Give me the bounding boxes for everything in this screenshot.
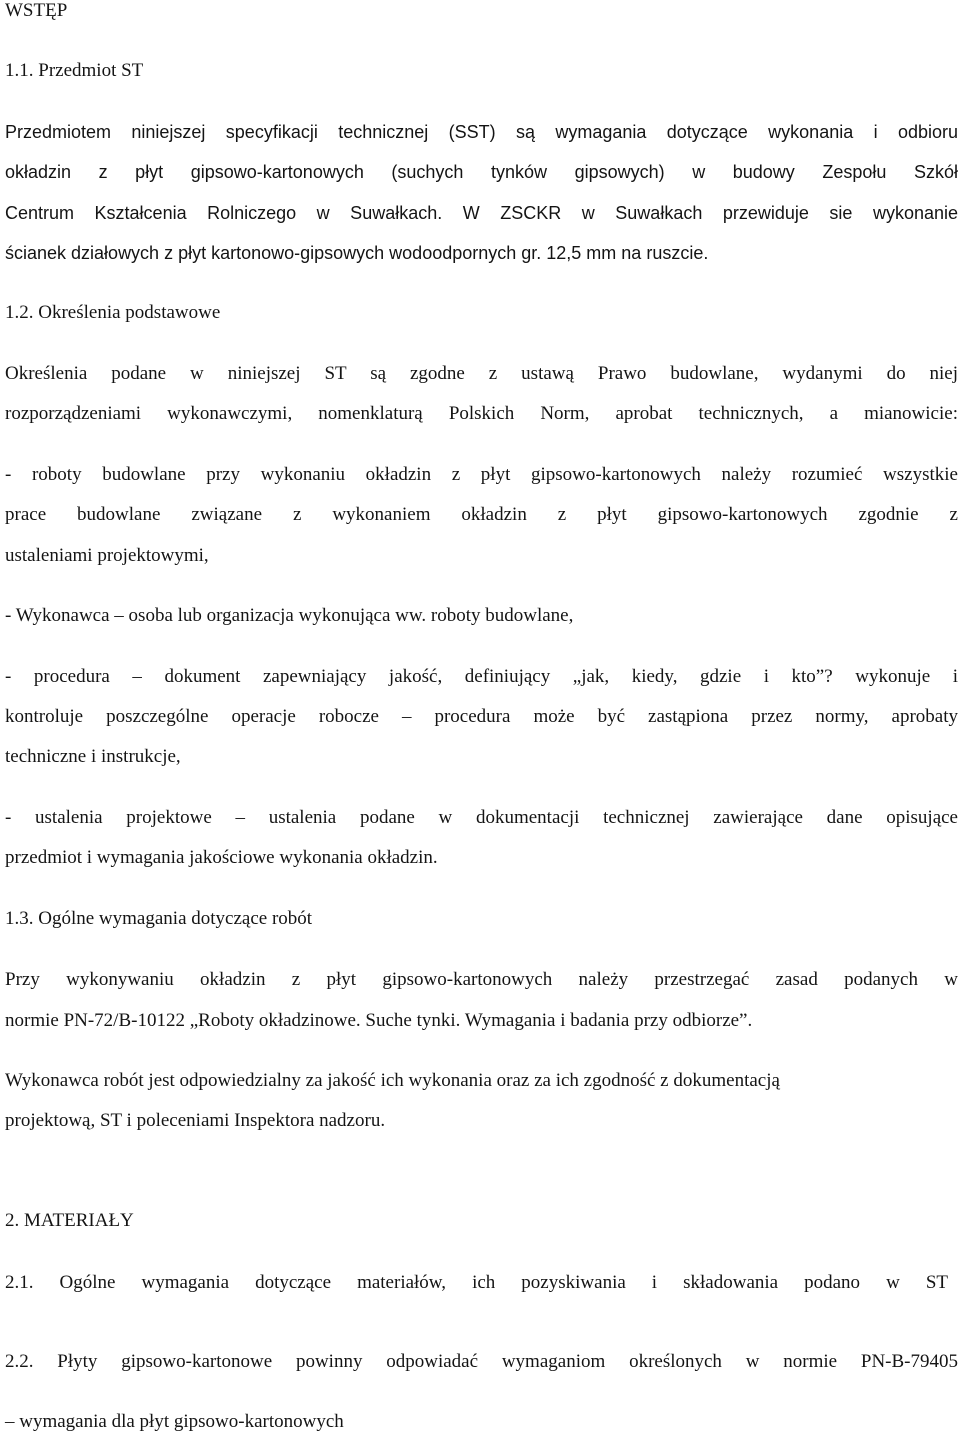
paragraph-line: ustaleniami projektowymi,: [5, 545, 209, 566]
paragraph-line: – wymagania dla płyt gipsowo-kartonowych: [5, 1411, 344, 1432]
paragraph-line: 2.2. Płyty gipsowo-kartonowe powinny odpowiadać wymaganiom określonych w normie PN-B-79405: [5, 1351, 958, 1372]
subsection-heading-1-3: 1.3. Ogólne wymagania dotyczące robót: [5, 908, 313, 929]
paragraph-line: normie PN-72/B-10122 „Roboty okładzinowe. Suche tynki. Wymagania i badania przy odbiorze”.: [5, 1010, 753, 1031]
paragraph-line: projektową, ST i poleceniami Inspektora nadzoru.: [5, 1110, 386, 1131]
paragraph-line: rozporządzeniami wykonawczymi, nomenklaturą Polskich Norm, aprobat technicznych, a mianowicie:: [5, 403, 958, 424]
paragraph-line: - roboty budowlane przy wykonaniu okładzin z płyt gipsowo-kartonowych należy rozumieć wszystkie: [5, 464, 958, 485]
paragraph-line: kontroluje poszczególne operacje robocze – procedura może być zastąpiona przez normy, aprobaty: [5, 706, 958, 727]
paragraph-line: Centrum Kształcenia Rolniczego w Suwałkach. W ZSCKR w Suwałkach przewiduje sie wykonanie: [5, 203, 958, 223]
paragraph-line: Określenia podane w niniejszej ST są zgodne z ustawą Prawo budowlane, wydanymi do niej: [5, 363, 958, 384]
paragraph-line: prace budowlane związane z wykonaniem okładzin z płyt gipsowo-kartonowych zgodnie z: [5, 504, 958, 525]
section-heading-materialy: 2. MATERIAŁY: [5, 1210, 134, 1231]
paragraph-line: okładzin z płyt gipsowo-kartonowych (suchych tynków gipsowych) w budowy Zespołu Szkół: [5, 162, 958, 182]
section-heading-wstep: WSTĘP: [5, 0, 68, 21]
paragraph-line: techniczne i instrukcje,: [5, 746, 181, 767]
paragraph-line: - Wykonawca – osoba lub organizacja wykonująca ww. roboty budowlane,: [5, 605, 574, 626]
paragraph-line: Przy wykonywaniu okładzin z płyt gipsowo-kartonowych należy przestrzegać zasad podanych w: [5, 969, 958, 990]
paragraph-line: 2.1. Ogólne wymagania dotyczące materiałów, ich pozyskiwania i składowania podano w ST: [5, 1272, 948, 1293]
paragraph-line: Wykonawca robót jest odpowiedzialny za jakość ich wykonania oraz za ich zgodność z dokumentacją: [5, 1070, 780, 1091]
subsection-heading-1-1: 1.1. Przedmiot ST: [5, 60, 144, 81]
paragraph-line: - procedura – dokument zapewniający jakość, definiujący „jak, kiedy, gdzie i kto”? wykonuje i: [5, 666, 958, 687]
paragraph-line: przedmiot i wymagania jakościowe wykonania okładzin.: [5, 847, 438, 868]
paragraph-line: Przedmiotem niniejszej specyfikacji technicznej (SST) są wymagania dotyczące wykonania i odbioru: [5, 122, 958, 142]
paragraph-line: ścianek działowych z płyt kartonowo-gipsowych wodoodpornych gr. 12,5 mm na ruszcie.: [5, 243, 709, 263]
paragraph-line: - ustalenia projektowe – ustalenia podane w dokumentacji technicznej zawierające dane opisujące: [5, 807, 958, 828]
subsection-heading-1-2: 1.2. Określenia podstawowe: [5, 302, 221, 323]
